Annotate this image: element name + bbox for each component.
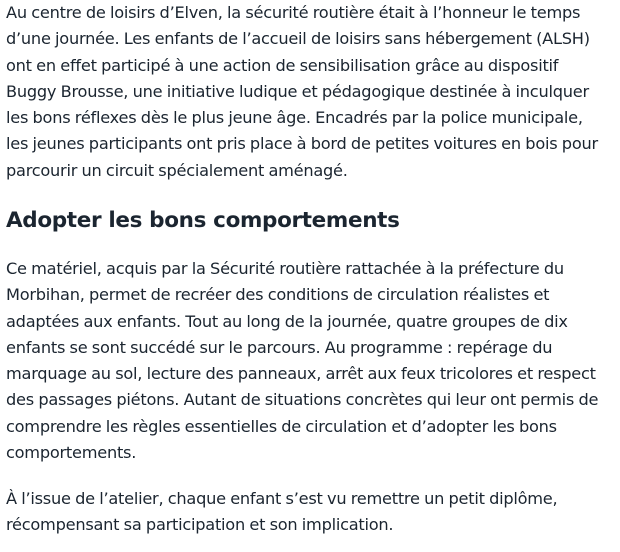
paragraph-line: enfants se sont succédé sur le parcours. Au programme : repérage du	[6, 337, 553, 357]
paragraph-line: comprendre les règles essentielles de circulation et d’adopter les bons	[6, 416, 557, 436]
paragraph-line: adaptées aux enfants. Tout au long de la journée, quatre groupes de dix	[6, 311, 568, 331]
paragraph-line: parcourir un circuit spécialement aménagé.	[6, 160, 348, 180]
section-heading: Adopter les bons comportements	[6, 208, 400, 233]
paragraph-line: des passages piétons. Autant de situations concrètes qui leur ont permis de	[6, 390, 599, 410]
paragraph-line: Au centre de loisirs d’Elven, la sécurité routière était à l’honneur le temps	[6, 3, 581, 22]
paragraph-line: d’une journée. Les enfants de l’accueil de loisirs sans hébergement (ALSH)	[6, 29, 590, 49]
article-paragraph-intro	[6, 0, 598, 184]
paragraph-line: ont en effet participé à une action de sensibilisation grâce au dispositif	[6, 55, 559, 75]
article-paragraph-equipment	[6, 256, 598, 466]
paragraph-line: comportements.	[6, 443, 137, 463]
paragraph-line: À l’issue de l’atelier, chaque enfant s’est vu remettre un petit diplôme,	[6, 489, 558, 508]
paragraph-line: Morbihan, permet de recréer des conditions de circulation réalistes et	[6, 285, 550, 305]
paragraph-line: les bons réflexes dès le plus jeune âge. Encadrés par la police municipale,	[6, 108, 583, 128]
paragraph-line: les jeunes participants ont pris place à bord de petites voitures en bois pour	[6, 134, 598, 154]
article-paragraph-diploma	[6, 486, 557, 539]
paragraph-line: récompensant sa participation et son implication.	[6, 515, 394, 535]
paragraph-line: marquage au sol, lecture des panneaux, arrêt aux feux tricolores et respect	[6, 364, 596, 384]
paragraph-line: Ce matériel, acquis par la Sécurité routière rattachée à la préfecture du	[6, 259, 564, 278]
paragraph-line: Buggy Brousse, une initiative ludique et pédagogique destinée à inculquer	[6, 81, 589, 101]
